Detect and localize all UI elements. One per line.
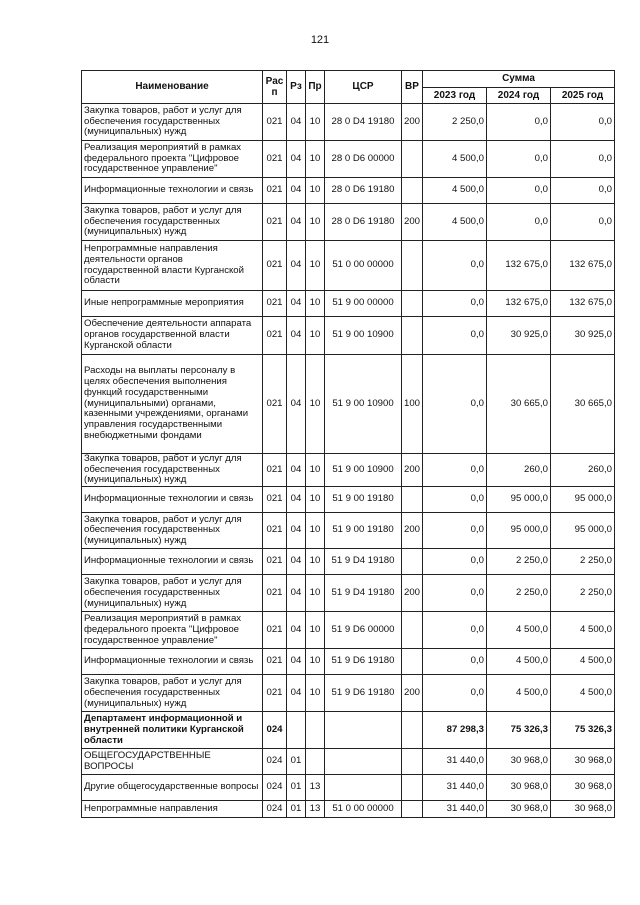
cell-rz (287, 712, 306, 749)
cell-vr (402, 612, 423, 649)
cell-y2023: 0,0 (423, 317, 487, 355)
cell-ras: 021 (263, 675, 287, 712)
cell-csr: 51 9 D4 19180 (325, 575, 402, 612)
cell-csr: 28 0 D6 19180 (325, 204, 402, 241)
cell-pr: 10 (306, 317, 325, 355)
table-row (82, 549, 615, 575)
cell-y2024: 30 968,0 (487, 801, 551, 818)
cell-vr (402, 775, 423, 801)
cell-y2023: 31 440,0 (423, 775, 487, 801)
cell-y2025: 95 000,0 (551, 513, 615, 549)
cell-y2024: 75 326,3 (487, 712, 551, 749)
cell-name: Реализация мероприятий в рамках федерального проекта "Цифровое государственное управление" (82, 141, 263, 178)
cell-y2025: 30 925,0 (551, 317, 615, 355)
cell-vr: 200 (402, 513, 423, 549)
header-vr: ВР (402, 71, 423, 104)
cell-csr: 51 9 00 10900 (325, 317, 402, 355)
cell-csr: 51 9 00 10900 (325, 355, 402, 454)
cell-y2023: 87 298,3 (423, 712, 487, 749)
cell-csr (325, 775, 402, 801)
cell-vr (402, 291, 423, 317)
cell-y2023: 0,0 (423, 291, 487, 317)
cell-y2023: 0,0 (423, 241, 487, 291)
cell-csr: 51 9 D6 00000 (325, 612, 402, 649)
table-row (82, 355, 615, 454)
cell-y2024: 4 500,0 (487, 649, 551, 675)
cell-vr (402, 241, 423, 291)
cell-pr: 10 (306, 649, 325, 675)
cell-vr (402, 178, 423, 204)
cell-rz: 04 (287, 649, 306, 675)
cell-pr (306, 712, 325, 749)
cell-ras: 021 (263, 178, 287, 204)
cell-csr: 51 9 D6 19180 (325, 649, 402, 675)
table-row (82, 575, 615, 612)
table-row (82, 204, 615, 241)
cell-name: Закупка товаров, работ и услуг для обеспечения государственных (муниципальных) нужд (82, 104, 263, 141)
table-row (82, 317, 615, 355)
table-row (82, 178, 615, 204)
cell-pr (306, 749, 325, 775)
cell-ras: 024 (263, 775, 287, 801)
cell-y2024: 30 925,0 (487, 317, 551, 355)
cell-pr: 10 (306, 141, 325, 178)
cell-name: Информационные технологии и связь (82, 649, 263, 675)
cell-y2023: 4 500,0 (423, 178, 487, 204)
cell-name: Непрограммные направления (82, 801, 263, 818)
cell-pr: 10 (306, 291, 325, 317)
cell-ras: 021 (263, 454, 287, 487)
cell-y2024: 4 500,0 (487, 675, 551, 712)
cell-y2025: 260,0 (551, 454, 615, 487)
table-row (82, 712, 615, 749)
cell-rz: 04 (287, 355, 306, 454)
cell-y2024: 95 000,0 (487, 487, 551, 513)
cell-y2025: 95 000,0 (551, 487, 615, 513)
cell-ras: 021 (263, 104, 287, 141)
cell-rz: 04 (287, 487, 306, 513)
cell-csr: 51 9 00 00000 (325, 291, 402, 317)
table-body (82, 104, 615, 818)
cell-pr: 10 (306, 575, 325, 612)
cell-y2025: 2 250,0 (551, 549, 615, 575)
cell-rz: 04 (287, 291, 306, 317)
cell-ras: 021 (263, 649, 287, 675)
cell-vr (402, 487, 423, 513)
cell-vr: 200 (402, 204, 423, 241)
cell-rz: 04 (287, 317, 306, 355)
cell-csr: 28 0 D6 19180 (325, 178, 402, 204)
cell-csr: 51 9 D4 19180 (325, 549, 402, 575)
table-row (82, 487, 615, 513)
cell-y2023: 31 440,0 (423, 749, 487, 775)
header-name: Наименование (82, 71, 263, 104)
cell-name: ОБЩЕГОСУДАРСТВЕННЫЕ ВОПРОСЫ (82, 749, 263, 775)
cell-pr: 10 (306, 487, 325, 513)
cell-y2024: 30 968,0 (487, 775, 551, 801)
cell-y2025: 4 500,0 (551, 675, 615, 712)
cell-rz: 04 (287, 549, 306, 575)
cell-csr: 51 9 00 10900 (325, 454, 402, 487)
cell-pr: 10 (306, 675, 325, 712)
cell-rz: 01 (287, 775, 306, 801)
cell-ras: 021 (263, 355, 287, 454)
cell-y2024: 132 675,0 (487, 291, 551, 317)
cell-y2025: 132 675,0 (551, 291, 615, 317)
cell-vr (402, 141, 423, 178)
cell-pr: 10 (306, 454, 325, 487)
cell-y2025: 0,0 (551, 204, 615, 241)
table-row (82, 649, 615, 675)
cell-name: Закупка товаров, работ и услуг для обеспечения государственных (муниципальных) нужд (82, 513, 263, 549)
cell-vr (402, 749, 423, 775)
cell-pr: 10 (306, 104, 325, 141)
cell-ras: 021 (263, 317, 287, 355)
cell-name: Расходы на выплаты персоналу в целях обеспечения выполнения функций государственными (муниципальными) органами, казенными учреждениями, органами управления государственными внебюджетными фондами (82, 355, 263, 454)
cell-rz: 01 (287, 801, 306, 818)
cell-name: Информационные технологии и связь (82, 178, 263, 204)
cell-vr: 200 (402, 675, 423, 712)
cell-rz: 04 (287, 141, 306, 178)
cell-vr (402, 649, 423, 675)
cell-y2024: 260,0 (487, 454, 551, 487)
cell-csr: 51 0 00 00000 (325, 241, 402, 291)
cell-y2023: 0,0 (423, 513, 487, 549)
table-row (82, 241, 615, 291)
table-row (82, 775, 615, 801)
cell-rz: 04 (287, 513, 306, 549)
cell-y2025: 4 500,0 (551, 649, 615, 675)
cell-pr: 10 (306, 241, 325, 291)
cell-pr: 13 (306, 801, 325, 818)
cell-y2024: 0,0 (487, 178, 551, 204)
cell-name: Информационные технологии и связь (82, 487, 263, 513)
cell-y2024: 4 500,0 (487, 612, 551, 649)
cell-rz: 04 (287, 454, 306, 487)
cell-ras: 021 (263, 513, 287, 549)
cell-vr: 100 (402, 355, 423, 454)
cell-y2023: 0,0 (423, 675, 487, 712)
cell-vr: 200 (402, 575, 423, 612)
cell-csr: 28 0 D4 19180 (325, 104, 402, 141)
cell-ras: 024 (263, 801, 287, 818)
cell-ras: 021 (263, 141, 287, 178)
cell-ras: 021 (263, 204, 287, 241)
table-row (82, 801, 615, 818)
cell-y2025: 0,0 (551, 104, 615, 141)
cell-pr: 10 (306, 612, 325, 649)
cell-csr: 51 0 00 00000 (325, 801, 402, 818)
cell-vr (402, 317, 423, 355)
header-year-2025: 2025 год (551, 88, 615, 104)
cell-ras: 024 (263, 712, 287, 749)
cell-y2024: 2 250,0 (487, 549, 551, 575)
cell-y2023: 0,0 (423, 549, 487, 575)
cell-name: Обеспечение деятельности аппарата органов государственной власти Курганской области (82, 317, 263, 355)
cell-csr: 28 0 D6 00000 (325, 141, 402, 178)
table-row (82, 454, 615, 487)
cell-pr: 10 (306, 355, 325, 454)
cell-y2024: 95 000,0 (487, 513, 551, 549)
cell-rz: 04 (287, 675, 306, 712)
cell-y2024: 30 665,0 (487, 355, 551, 454)
table-row (82, 291, 615, 317)
cell-y2025: 30 968,0 (551, 775, 615, 801)
header-sum: Сумма (423, 71, 615, 88)
cell-name: Иные непрограммные мероприятия (82, 291, 263, 317)
cell-ras: 021 (263, 487, 287, 513)
cell-y2023: 0,0 (423, 575, 487, 612)
cell-y2023: 0,0 (423, 612, 487, 649)
cell-name: Реализация мероприятий в рамках федерального проекта "Цифровое государственное управление" (82, 612, 263, 649)
cell-name: Закупка товаров, работ и услуг для обеспечения государственных (муниципальных) нужд (82, 454, 263, 487)
cell-name: Закупка товаров, работ и услуг для обеспечения государственных (муниципальных) нужд (82, 204, 263, 241)
cell-y2024: 0,0 (487, 104, 551, 141)
header-year-2023: 2023 год (423, 88, 487, 104)
cell-rz: 04 (287, 612, 306, 649)
cell-y2024: 132 675,0 (487, 241, 551, 291)
header-ras: Рас п (263, 71, 287, 104)
cell-ras: 024 (263, 749, 287, 775)
cell-vr (402, 549, 423, 575)
cell-y2025: 4 500,0 (551, 612, 615, 649)
cell-ras: 021 (263, 291, 287, 317)
cell-ras: 021 (263, 549, 287, 575)
cell-csr: 51 9 D6 19180 (325, 675, 402, 712)
cell-vr: 200 (402, 454, 423, 487)
table-row (82, 749, 615, 775)
cell-ras: 021 (263, 575, 287, 612)
cell-y2023: 4 500,0 (423, 204, 487, 241)
cell-csr: 51 9 00 19180 (325, 487, 402, 513)
cell-pr: 10 (306, 178, 325, 204)
cell-name: Другие общегосударственные вопросы (82, 775, 263, 801)
page-number: 121 (310, 34, 330, 46)
table-row (82, 513, 615, 549)
cell-name: Информационные технологии и связь (82, 549, 263, 575)
cell-y2023: 0,0 (423, 649, 487, 675)
cell-y2025: 30 968,0 (551, 801, 615, 818)
cell-y2024: 0,0 (487, 141, 551, 178)
header-csr: ЦСР (325, 71, 402, 104)
cell-y2025: 0,0 (551, 141, 615, 178)
cell-y2023: 0,0 (423, 487, 487, 513)
cell-y2024: 30 968,0 (487, 749, 551, 775)
cell-y2025: 2 250,0 (551, 575, 615, 612)
cell-y2025: 30 665,0 (551, 355, 615, 454)
table-row (82, 612, 615, 649)
cell-name: Закупка товаров, работ и услуг для обеспечения государственных (муниципальных) нужд (82, 575, 263, 612)
cell-y2023: 2 250,0 (423, 104, 487, 141)
table-row (82, 104, 615, 141)
header-pr: Пр (306, 71, 325, 104)
cell-rz: 04 (287, 104, 306, 141)
cell-y2024: 2 250,0 (487, 575, 551, 612)
cell-csr: 51 9 00 19180 (325, 513, 402, 549)
cell-y2025: 0,0 (551, 178, 615, 204)
cell-rz: 04 (287, 575, 306, 612)
cell-pr: 13 (306, 775, 325, 801)
cell-y2023: 0,0 (423, 454, 487, 487)
cell-y2025: 30 968,0 (551, 749, 615, 775)
cell-rz: 04 (287, 204, 306, 241)
cell-vr (402, 801, 423, 818)
cell-y2023: 4 500,0 (423, 141, 487, 178)
table-row (82, 675, 615, 712)
cell-ras: 021 (263, 612, 287, 649)
cell-csr (325, 712, 402, 749)
cell-pr: 10 (306, 513, 325, 549)
cell-name: Закупка товаров, работ и услуг для обеспечения государственных (муниципальных) нужд (82, 675, 263, 712)
cell-y2025: 132 675,0 (551, 241, 615, 291)
cell-y2025: 75 326,3 (551, 712, 615, 749)
cell-vr: 200 (402, 104, 423, 141)
table-row (82, 141, 615, 178)
cell-y2023: 0,0 (423, 355, 487, 454)
cell-name: Департамент информационной и внутренней политики Курганской области (82, 712, 263, 749)
cell-y2023: 31 440,0 (423, 801, 487, 818)
cell-rz: 04 (287, 241, 306, 291)
cell-pr: 10 (306, 204, 325, 241)
cell-csr (325, 749, 402, 775)
header-rz: Рз (287, 71, 306, 104)
cell-pr: 10 (306, 549, 325, 575)
cell-name: Непрограммные направления деятельности органов государственной власти Курганской области (82, 241, 263, 291)
budget-table (81, 70, 615, 818)
cell-rz: 04 (287, 178, 306, 204)
cell-ras: 021 (263, 241, 287, 291)
cell-rz: 01 (287, 749, 306, 775)
cell-y2024: 0,0 (487, 204, 551, 241)
header-year-2024: 2024 год (487, 88, 551, 104)
cell-vr (402, 712, 423, 749)
